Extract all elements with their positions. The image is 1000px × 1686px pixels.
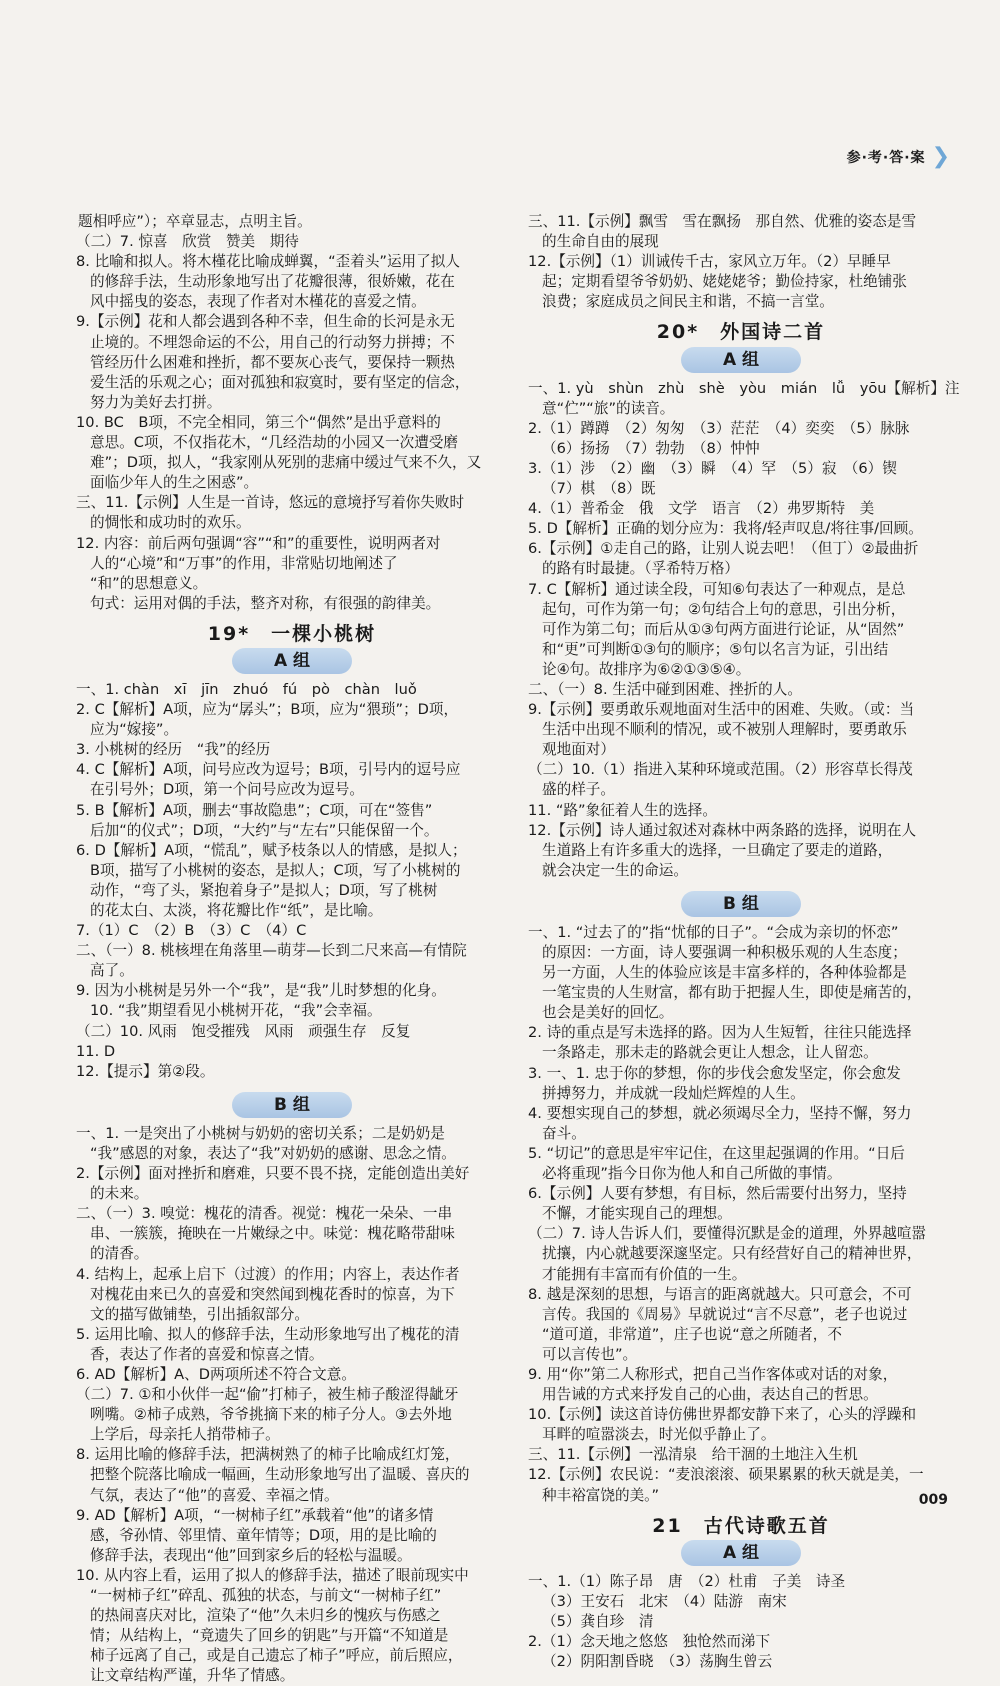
answer-line: 4. C【解析】A项，问号应改为逗号；B项，引号内的逗号应: [76, 761, 461, 779]
header-title: 参·考·答·案: [846, 150, 926, 166]
answer-line: 三、11.【示例】人生是一首诗，悠远的意境抒写着你失败时: [76, 494, 465, 512]
group-label: A 组: [232, 648, 352, 674]
answer-line: （二）10.（1）指进入某种环境或范围。（2）形容草长得茂: [528, 761, 913, 779]
answer-line: 12.【示例】诗人通过叙述对森林中两条路的选择，说明在人: [528, 821, 917, 839]
answer-line: 难”；D项，拟人，“我家刚从死别的悲痛中缓过气来不久，又: [90, 454, 482, 472]
group-badge: [528, 347, 954, 373]
answer-line: 高了。: [90, 962, 134, 980]
answer-line: 5. “切记”的意思是牢牢记住，在这里起强调的作用。“日后: [528, 1144, 905, 1162]
answer-line: 另一方面，人生的体验应该是丰富多样的，各种体验都是: [542, 964, 907, 982]
answer-line: 一、1. 一是突出了小桃树与奶奶的密切关系；二是奶奶是: [76, 1124, 445, 1142]
answer-line: （2）阴阳割昏晓 （3）荡胸生曾云: [542, 1653, 773, 1671]
answer-line: 8. 比喻和拟人。将木槿花比喻成蝉翼，“歪着头”运用了拟人: [76, 253, 460, 271]
answer-line: 二、（一）8. 桃核埋在角落里—萌芽—长到二尺来高—有情院: [76, 942, 467, 960]
answer-line: 让文章结构严谨，升华了情感。: [90, 1667, 295, 1685]
group-badge: [528, 891, 954, 917]
answer-line: 12. 内容：前后两句强调“容”“和”的重要性，说明两者对: [76, 534, 441, 552]
answer-line: 人的“心境”和“万事”的作用，非常贴切地阐述了: [90, 554, 398, 572]
answer-line: 的花太白、太淡，将花瓣比作“纸”，是比喻。: [90, 902, 383, 919]
answer-line: 串、一簇簇，掩映在一片嫩绿之中。味觉：槐花略带甜味: [90, 1225, 455, 1243]
answer-line: 的热闹喜庆对比，渲染了“他”久未归乡的愧疚与伤感之: [90, 1607, 441, 1625]
answer-line: 上学后，母亲托人捎带柿子。: [90, 1426, 280, 1444]
answer-line: 7. C【解析】通过读全段，可知⑥句表达了一种观点，是总: [528, 580, 906, 598]
answer-line: 起句，可作为第一句；②句结合上句的意思，引出分析，: [542, 600, 906, 618]
page-number: 009: [918, 1492, 948, 1508]
answer-line: 5. 运用比喻、拟人的修辞手法，生动形象地写出了槐花的清: [76, 1325, 460, 1343]
answer-line: “道可道，非常道”，庄子也说“意之所随者，不: [542, 1325, 842, 1343]
answer-line: 爱生活的乐观之心；面对孤独和寂寞时，要有坚定的信念，: [90, 373, 470, 391]
answer-line: 二、（一）3. 嗅觉：槐花的清香。视觉：槐花一朵朵、一串: [76, 1205, 453, 1223]
section-title: 21 古代诗歌五首: [652, 1514, 830, 1537]
answer-line: 的未来。: [90, 1185, 149, 1203]
section-title: 19* 一棵小桃树: [207, 622, 377, 645]
answer-line: 一、1.（1）陈子昂 唐 （2）杜甫 子美 诗圣: [528, 1572, 846, 1590]
answer-line: 3. 小桃树的经历 “我”的经历: [76, 741, 271, 759]
answer-line: 情；从结构上，“竟遗失了回乡的钥匙”与开篇“不知道是: [90, 1627, 449, 1645]
answer-line: 风中摇曳的姿态，表现了作者对木槿花的喜爱之情。: [90, 293, 426, 311]
answer-line: 句式：运用对偶的手法，整齐对称，有很强的韵律美。: [90, 594, 441, 612]
answer-line: 不懈，才能实现自己的理想。: [542, 1205, 732, 1223]
answer-line: 咧嘴。②柿子成熟，爷爷挑摘下来的柿子分人。③去外地: [90, 1406, 452, 1424]
answer-line: 感，爷孙情、邻里情、童年情等；D项，用的是比喻的: [90, 1526, 437, 1544]
answer-line: 盛的样子。: [542, 781, 615, 799]
answer-line: 5. D【解析】正确的划分应为：我将/轻声叹息/将往事/回顾。: [528, 520, 923, 538]
answer-line: 9.【示例】花和人都会遇到各种不幸，但生命的长河是永无: [76, 313, 455, 331]
group-badge: [528, 1540, 954, 1566]
answer-line: 12.【提示】第②段。: [76, 1062, 215, 1080]
answer-line: 10. “我”期望看见小桃树开花，“我”会幸福。: [90, 1002, 382, 1020]
spacer: [528, 881, 954, 887]
answer-line: 可以言传也”。: [542, 1345, 638, 1363]
answer-line: 论④句。故排序为⑥②①③⑤④。: [542, 660, 751, 678]
answer-line: 可作为第二句；而后从①③句两方面进行论证，从“固然”: [542, 620, 905, 638]
answer-line: 9. AD【解析】A项，“一树柿子红”承载着“他”的诸多情: [76, 1506, 434, 1524]
answer-line: 一、1. chàn xī jīn zhuó fú pò chàn luǒ: [76, 680, 417, 698]
answer-line: 一、1. “过去了的”指“忧郁的日子”。“会成为亲切的怀恋”: [528, 923, 899, 941]
answer-line: 10. BC B项，不完全相同，第三个“偶然”是出乎意料的: [76, 413, 441, 431]
answer-line: 4.（1）普希金 俄 文学 语言 （2）弗罗斯特 美: [528, 500, 875, 518]
answer-line: 4. 要想实现自己的梦想，就必须竭尽全力，坚持不懈，努力: [528, 1104, 912, 1122]
answer-line: 后加“的仪式”；D项，“大约”与“左右”只能保留一个。: [90, 821, 439, 839]
page-header: [847, 146, 950, 168]
answer-line: 生道路上有许多重大的选择，一旦确定了要走的道路，: [542, 841, 893, 859]
answer-line: 生活中出现不顺利的情况，或不被别人理解时，要勇敢乐: [542, 721, 907, 739]
answer-line: 3. 一、1. 忠于你的梦想，你的步伐会愈发坚定，你会愈发: [528, 1064, 901, 1082]
section-title: 20* 外国诗二首: [656, 321, 826, 344]
answer-line: 动作，“弯了头，紧抱着身子”是拟人；D项，写了桃树: [90, 881, 438, 899]
answer-line: 也会是美好的回忆。: [542, 1004, 674, 1022]
answer-line: 一条路走，那未走的路就会更让人想念，让人留恋。: [542, 1044, 878, 1062]
answer-line: 10.【示例】读这首诗仿佛世界都安静下来了，心头的浮躁和: [528, 1406, 917, 1424]
answer-line: 三、11.【示例】一泓清泉 给干涸的土地注入生机: [528, 1446, 858, 1464]
answer-line: 6.【示例】人要有梦想，有目标，然后需要付出努力，坚持: [528, 1185, 907, 1203]
group-label: A 组: [681, 347, 801, 373]
answer-line: 8. 越是深刻的思想，与语言的距离就越大。只可意会，不可: [528, 1285, 912, 1303]
answer-line: 9.【示例】要勇敢乐观地面对生活中的困难、失败。（或：当: [528, 701, 915, 719]
answer-line: 意思。C项，不仅指花木，“几经浩劫的小园又一次遭受磨: [90, 434, 459, 452]
left-column: [76, 212, 508, 1686]
answer-line: 2.（1）蹲蹲 （2）匆匆 （3）茫茫 （4）奕奕 （5）脉脉: [528, 419, 910, 437]
answer-line: 2.【示例】面对挫折和磨难，只要不畏不挠，定能创造出美好: [76, 1165, 470, 1183]
answer-line: 7.（1）C （2）B （3）C （4）C: [76, 922, 307, 940]
answer-line: 奋斗。: [542, 1124, 586, 1142]
answer-line: 的修辞手法，生动形象地写出了花瓣很薄，很娇嫩，花在: [90, 273, 455, 291]
answer-line: 种丰裕富饶的美。”: [542, 1486, 660, 1504]
answer-line: 文的描写做铺垫，引出插叙部分。: [90, 1305, 309, 1323]
answer-line: 8. 运用比喻的修辞手法，把满树熟了的柿子比喻成红灯笼，: [76, 1446, 460, 1464]
answer-line: 努力为美好去打拼。: [90, 393, 222, 411]
answer-line: 言传。我国的《周易》早就说过“言不尽意”，老子也说过: [542, 1305, 908, 1323]
group-label: A 组: [681, 1540, 801, 1566]
answer-line: （二）7. ①和小伙伴一起“偷”打柿子，被生柿子酸涩得龇牙: [76, 1386, 459, 1404]
answer-line: 5. B【解析】A项，删去“事故隐患”；C项，可在“签售”: [76, 801, 433, 819]
answer-line: 修辞手法，表现出“他”回到家乡后的轻松与温暖。: [90, 1546, 412, 1564]
group-label: B 组: [232, 1092, 352, 1118]
answer-line: 2. C【解析】A项，应为“孱头”；B项，应为“猥琐”；D项，: [76, 701, 459, 719]
answer-line: 3.（1）涉 （2）幽 （3）瞬 （4）罕 （5）寂 （6）锲: [528, 459, 897, 477]
answer-line: 对槐花由来已久的喜爱和突然闻到槐花香时的惊喜，为下: [90, 1285, 455, 1303]
answer-line: 11. “路”象征着人生的选择。: [528, 801, 717, 819]
answer-line: 管经历什么困难和挫折，都不要灰心丧气，要保持一颗热: [90, 353, 455, 371]
answer-line: 香，表达了作者的喜爱和惊喜之情。: [90, 1345, 324, 1363]
answer-line: 面临少年人的生之困惑”。: [90, 474, 259, 492]
answer-line: （5）龚自珍 清: [542, 1612, 654, 1630]
answer-line: （6）扬扬 （7）勃勃 （8）忡忡: [542, 439, 760, 457]
answer-line: 观地面对）: [542, 741, 615, 759]
answer-line: 10. 从内容上看，运用了拟人的修辞手法，描述了眼前现实中: [76, 1566, 469, 1584]
answer-line: 11. D: [76, 1042, 116, 1060]
answer-line: 的原因：一方面，诗人要强调一种积极乐观的人生态度；: [542, 944, 907, 961]
answer-line: 题相呼应”）；卒章显志，点明主旨。: [78, 213, 312, 230]
answer-line: B项，描写了小桃树的姿态，是拟人；C项，写了小桃树的: [90, 861, 461, 879]
answer-line: 应为“嫁接”。: [90, 721, 179, 739]
right-column: [528, 212, 960, 1672]
answer-line: 的惆怅和成功时的欢乐。: [90, 514, 251, 532]
answer-line: 在引号外；D项，第一个问号应改为逗号。: [90, 781, 364, 799]
answer-line: （3）王安石 北宋 （4）陆游 南宋: [542, 1592, 787, 1610]
answer-line: 止境的。不埋怨命运的不公，用自己的行动努力拼搏；不: [90, 333, 455, 351]
answer-line: 就会决定一生的命运。: [542, 861, 688, 879]
answer-line: 才能拥有丰富而有价值的一生。: [542, 1265, 747, 1283]
spacer: [76, 1082, 508, 1088]
answer-line: 一笔宝贵的人生财富，都有助于把握人生，即使是痛苦的，: [542, 984, 922, 1002]
answer-line: 浪费；家庭成员之间民主和谐，不搞一言堂。: [542, 293, 834, 311]
answer-line: 9. 因为小桃树是另外一个“我”，是“我”儿时梦想的化身。: [76, 982, 446, 1000]
answer-line: 用告诫的方式来抒发自己的心曲，表达自己的哲思。: [542, 1386, 878, 1404]
answer-line: 2. 诗的重点是写未选择的路。因为人生短暂，往往只能选择: [528, 1024, 912, 1042]
answer-line: 二、（一）8. 生活中碰到困难、挫折的人。: [528, 680, 802, 698]
answer-line: （7）棋 （8）既: [542, 480, 656, 498]
answer-line: 三、11.【示例】飘雪 雪在飘扬 那自然、优雅的姿态是雪: [528, 213, 917, 230]
group-label: B 组: [681, 891, 801, 917]
answer-line: （二）7. 惊喜 欣赏 赞美 期待: [76, 233, 299, 251]
group-badge: [76, 1092, 508, 1118]
answer-line: 拼搏努力，并成就一段灿烂辉煌的人生。: [542, 1084, 805, 1102]
answer-line: 柿子远离了自己，或是自己遗忘了柿子”呼应，前后照应，: [90, 1647, 463, 1665]
answer-line: 12.【示例】农民说：“麦浪滚滚、硕果累累的秋天就是美，一: [528, 1466, 924, 1484]
answer-line: 必将重现”指今日你为他人和自己所做的事情。: [542, 1165, 842, 1183]
chevron-right-icon: ❯: [931, 144, 950, 169]
answer-line: 4. 结构上，起承上启下（过渡）的作用；内容上，表达作者: [76, 1265, 460, 1283]
group-badge: [76, 648, 508, 674]
answer-line: 起；定期看望爷爷奶奶、姥姥姥爷；勤俭持家，杜绝铺张: [542, 273, 907, 291]
answer-line: 和“更”可判断①③句的顺序；⑤句以名言为证，引出结: [542, 640, 889, 658]
answer-line: （二）10. 风雨 饱受摧残 风雨 顽强生存 反复: [76, 1022, 411, 1040]
answer-line: 12.【示例】（1）训诫传千古，家风立万年。（2）早睡早: [528, 253, 891, 271]
answer-line: 气氛，表达了“他”的喜爱、幸福之情。: [90, 1486, 339, 1504]
answer-line: 的清香。: [90, 1245, 149, 1263]
answer-line: 意“伫”“旅”的读音。: [542, 399, 675, 417]
answer-line: 把整个院落比喻成一幅画，生动形象地写出了温暖、喜庆的: [90, 1466, 470, 1484]
answer-line: 扰攘，内心就越要深邃坚定。只有经营好自己的精神世界，: [542, 1245, 922, 1263]
answer-line: “我”感恩的对象，表达了“我”对奶奶的感谢、思念之情。: [90, 1144, 456, 1162]
answer-line: 的生命自由的展现: [542, 233, 659, 251]
answer-line: （二）7. 诗人告诉人们，要懂得沉默是金的道理，外界越喧嚣: [528, 1225, 927, 1243]
answer-line: 的路有时最捷。（孚希特万格）: [542, 560, 740, 578]
answer-line: 6. D【解析】A项，“慌乱”，赋予枝条以人的情感，是拟人；: [76, 841, 467, 859]
answer-line: 6.【示例】①走自己的路，让别人说去吧！（但丁）②最曲折: [528, 540, 919, 558]
answer-line: 6. AD【解析】A、D两项所述不符合文意。: [76, 1365, 356, 1383]
answer-line: 一、1. yù shùn zhù shè yòu mián lǚ yōu【解析】注: [528, 379, 960, 397]
answer-line: 9. 用“你”第二人称形式，把自己当作客体或对话的对象，: [528, 1365, 898, 1383]
answer-line: 2.（1）念天地之悠悠 独怆然而涕下: [528, 1633, 771, 1650]
answer-line: “和”的思想意义。: [90, 574, 208, 592]
answer-line: 耳畔的喧嚣淡去，时光似乎静止了。: [542, 1426, 776, 1444]
answer-line: “一树柿子红”碎乱、孤独的状态，与前文“一树柿子红”: [90, 1587, 442, 1604]
